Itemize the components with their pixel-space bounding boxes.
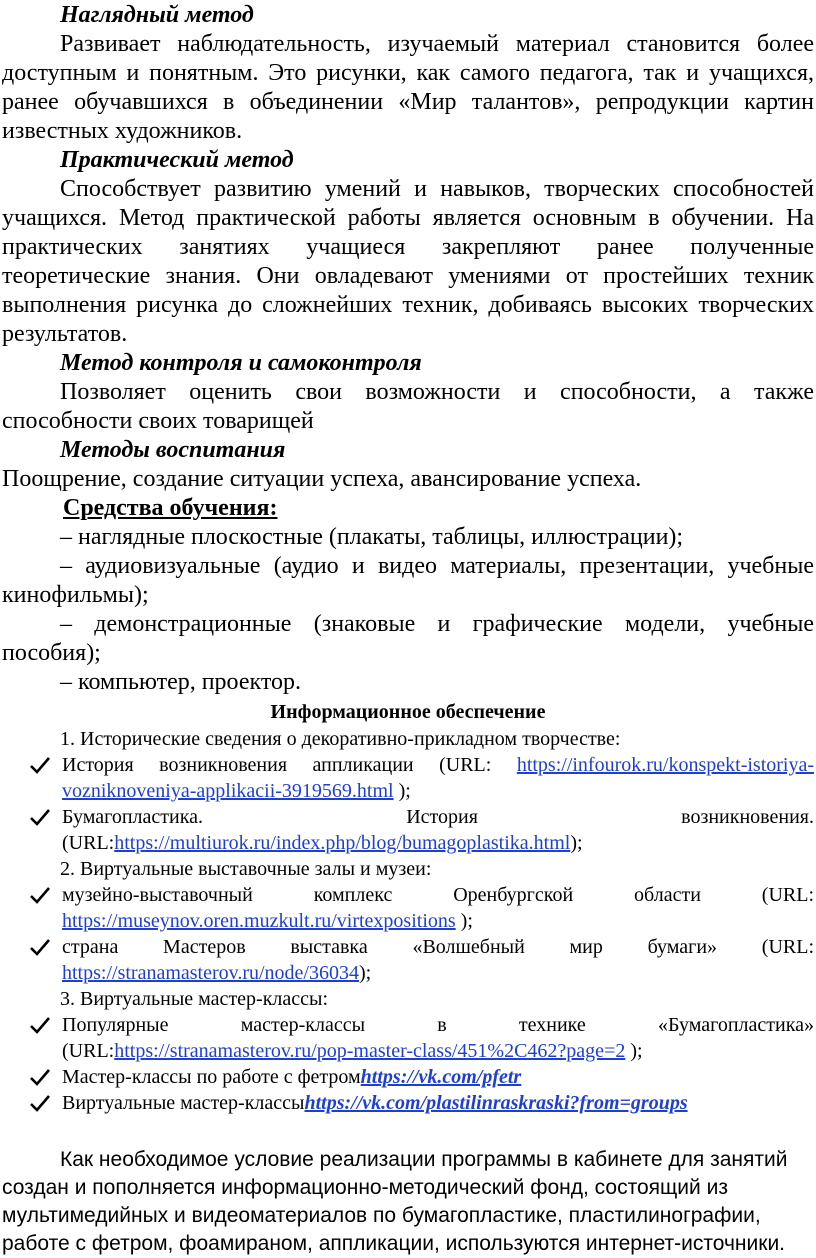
list-item-prefix: (URL: bbox=[62, 1040, 115, 1062]
checkmark-icon bbox=[28, 1064, 52, 1090]
list-item bbox=[2, 752, 814, 804]
info-list bbox=[2, 726, 814, 1116]
means-item: – компьютер, проектор. bbox=[60, 669, 302, 695]
info-title: Информационное обеспечение bbox=[270, 701, 546, 723]
checkmark-icon bbox=[28, 1090, 52, 1116]
means-item: – демонстрационные (знаковые и графические модели, учебные пособия); bbox=[2, 611, 814, 666]
list-item-link[interactable]: https://museynov.oren.muzkult.ru/virtexpositions bbox=[62, 910, 456, 932]
list-item-link[interactable]: https://vk.com/plastilinraskraski?from=groups bbox=[304, 1092, 688, 1114]
list-item bbox=[2, 882, 814, 934]
info-group-heading: 3. Виртуальные мастер-классы: bbox=[60, 988, 329, 1010]
list-item-text: История возникновения аппликации (URL: bbox=[62, 754, 517, 776]
checkmark-icon bbox=[28, 804, 52, 830]
list-item-text: музейно-выставочный комплекс Оренбургской области (URL: bbox=[62, 884, 814, 906]
list-item-link[interactable]: https://vk.com/pfetr bbox=[360, 1066, 522, 1088]
list-item bbox=[2, 804, 814, 856]
section-title-upbringing: Методы воспитания bbox=[60, 437, 286, 463]
list-item-prefix: (URL: bbox=[62, 832, 115, 854]
section-title-control: Метод контроля и самоконтроля bbox=[60, 350, 422, 376]
spacer bbox=[2, 1116, 814, 1146]
list-item-link[interactable]: https://multiurok.ru/index.php/blog/bumagoplastika.html bbox=[114, 832, 571, 854]
checkmark-icon bbox=[28, 934, 52, 960]
list-item bbox=[2, 1012, 814, 1064]
section-text-upbringing: Поощрение, создание ситуации успеха, авансирование успеха. bbox=[2, 466, 642, 492]
means-item: – наглядные плоскостные (плакаты, таблицы, иллюстрации); bbox=[60, 524, 684, 550]
list-item-text: Бумагопластика. История возникновения. bbox=[62, 806, 814, 828]
section-title-practical: Практический метод bbox=[60, 147, 294, 173]
info-group-heading: 2. Виртуальные выставочные залы и музеи: bbox=[60, 858, 432, 880]
list-item-link[interactable]: https://stranamasterov.ru/pop-master-class/451%2C462?page=2 bbox=[114, 1040, 626, 1062]
section-text-practical: Способствует развитию умений и навыков, творческих способностей учащихся. Метод практической работы является основным в обучении. На практических занятиях учащиеся закрепляют ранее полученные теоретические знания. Они овладевают умениями от простейших техник выполнения рисунка до сложнейших техник, добиваясь высоких творческих результатов. bbox=[2, 176, 814, 347]
list-item-suffix: ); bbox=[455, 910, 473, 932]
section-text-control: Позволяет оценить свои возможности и способности, а также способности своих товарищей bbox=[2, 379, 814, 434]
section-title-visual: Наглядный метод bbox=[60, 2, 254, 28]
list-item-link[interactable]: https://stranamasterov.ru/node/36034 bbox=[62, 962, 359, 984]
list-item-suffix: ); bbox=[625, 1040, 643, 1062]
means-title: Средства обучения: bbox=[63, 495, 278, 521]
list-item bbox=[2, 934, 814, 986]
list-item-text: Популярные мастер-классы в технике «Бумагопластика» bbox=[62, 1014, 814, 1036]
means-item: – аудиовизуальные (аудио и видео материалы, презентации, учебные кинофильмы); bbox=[2, 553, 814, 608]
conclusion-paragraph: Как необходимое условие реализации программы в кабинете для занятий создан и пополняется информационно-методический фонд, состоящий из мультимедийных и видеоматериалов по бумагопластике, пластилинографии, работе с фетром, фоамираном, аппликации, используются интернет-источники. bbox=[2, 1148, 788, 1255]
list-item-suffix: ); bbox=[393, 780, 411, 802]
checkmark-icon bbox=[28, 752, 52, 778]
list-item bbox=[2, 1090, 814, 1116]
checkmark-icon bbox=[28, 882, 52, 908]
list-item-suffix: ); bbox=[570, 832, 583, 854]
checkmark-icon bbox=[28, 1012, 52, 1038]
list-item-link[interactable]: https://infourok.ru/konspekt-istoriya-vozniknoveniya-applikacii-3919569.html bbox=[62, 754, 814, 802]
list-item bbox=[2, 1064, 814, 1090]
list-item-suffix: ); bbox=[358, 962, 372, 984]
document-page bbox=[2, 1, 814, 1258]
info-group-heading: 1. Исторические сведения о декоративно-прикладном творчестве: bbox=[60, 728, 621, 750]
section-text-visual: Развивает наблюдательность, изучаемый материал становится более доступным и понятным. Это рисунки, как самого педагога, так и учащихся, ранее обучавшихся в объединении «Мир талантов», репродукции картин известных художников. bbox=[2, 31, 814, 144]
list-item-text: страна Мастеров выставка «Волшебный мир бумаги» (URL: bbox=[62, 936, 814, 958]
list-item-text: Мастер-классы по работе с фетром bbox=[62, 1066, 361, 1088]
list-item-text: Виртуальные мастер-классы bbox=[62, 1092, 305, 1114]
